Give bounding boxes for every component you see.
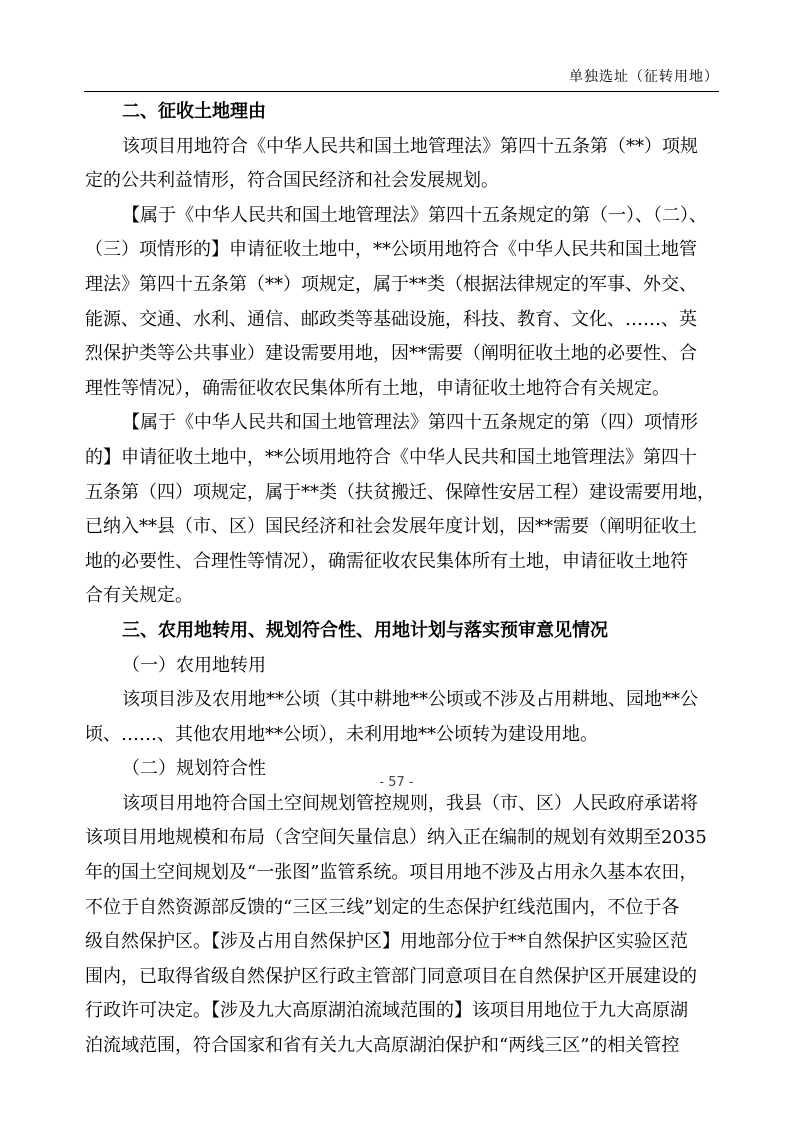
running-header: 单独选址（征转用地） (569, 69, 719, 85)
paragraph-line: 该项目涉及农用地**公顷（其中耕地**公顷或不涉及占用耕地、园地**公 (122, 689, 698, 711)
section-heading-3: 三、农用地转用、规划符合性、用地计划与落实预审意见情况 (122, 619, 608, 641)
subsection-heading: （二）规划符合性 (122, 758, 266, 780)
paragraph-line: 能源、交通、水利、通信、邮政类等基础设施，科技、教育、文化、……、英 (85, 308, 697, 330)
paragraph-line: （三）项情形的】申请征收土地中，**公顷用地符合《中华人民共和国土地管 (85, 239, 697, 261)
section-heading-2: 二、征收土地理由 (122, 101, 266, 122)
paragraph-line: 理法》第四十五条第（**）项规定，属于**类（根据法律规定的军事、外交、 (85, 273, 697, 295)
page-number: - 57 - (379, 775, 414, 790)
paragraph-line: 泊流域范围，符合国家和省有关九大高原湖泊保护和“两线三区”的相关管控 (85, 1035, 680, 1057)
paragraph-line: 该项目用地规模和布局（含空间矢量信息）纳入正在编制的规划有效期至2035 (85, 827, 707, 849)
paragraph-line: 合有关规定。 (85, 585, 193, 607)
paragraph-line: 该项目用地符合《中华人民共和国土地管理法》第四十五条第（**）项规 (122, 135, 698, 157)
paragraph-line: 级自然保护区。【涉及占用自然保护区】用地部分位于**自然保护区实验区范 (85, 931, 688, 953)
paragraph-line: 年的国土空间规划及“一张图”监管系统。项目用地不涉及占用永久基本农田， (85, 862, 698, 884)
paragraph-line: 行政许可决定。【涉及九大高原湖泊流域范围的】该项目用地位于九大高原湖 (85, 1000, 688, 1022)
document-body (85, 95, 719, 1064)
paragraph-line: 定的公共利益情形，符合国民经济和社会发展规划。 (85, 170, 499, 192)
paragraph-line: 不位于自然资源部反馈的“三区三线”划定的生态保护红线范围内，不位于各 (85, 896, 680, 918)
paragraph-line: 【属于《中华人民共和国土地管理法》第四十五条规定的第（一）、（二）、 (122, 204, 707, 226)
paragraph-line: 【属于《中华人民共和国土地管理法》第四十五条规定的第（四）项情形 (122, 412, 698, 434)
paragraph-line: 已纳入**县（市、区）国民经济和社会发展年度计划，因**需要（阐明征收土 (85, 516, 697, 538)
paragraph-line: 五条第（四）项规定，属于**类（扶贫搬迁、保障性安居工程）建设需要用地， (85, 481, 715, 503)
paragraph-line: 理性等情况），确需征收农民集体所有土地，申请征收土地符合有关规定。 (85, 377, 670, 399)
subsection-heading: （一）农用地转用 (122, 654, 266, 676)
header-rule (84, 91, 719, 92)
paragraph-line: 该项目用地符合国土空间规划管控规则，我县（市、区）人民政府承诺将 (122, 792, 698, 814)
paragraph-line: 地的必要性、合理性等情况），确需征收农民集体所有土地，申请征收土地符 (85, 550, 688, 572)
paragraph-line: 顷、……、其他农用地**公顷），未利用地**公顷转为建设用地。 (85, 723, 598, 745)
paragraph-line: 围内，已取得省级自然保护区行政主管部门同意项目在自然保护区开展建设的 (85, 965, 697, 987)
paragraph-line: 的】申请征收土地中，**公顷用地符合《中华人民共和国土地管理法》第四十 (85, 446, 697, 468)
paragraph-line: 烈保护类等公共事业）建设需要用地，因**需要（阐明征收土地的必要性、合 (85, 343, 697, 365)
